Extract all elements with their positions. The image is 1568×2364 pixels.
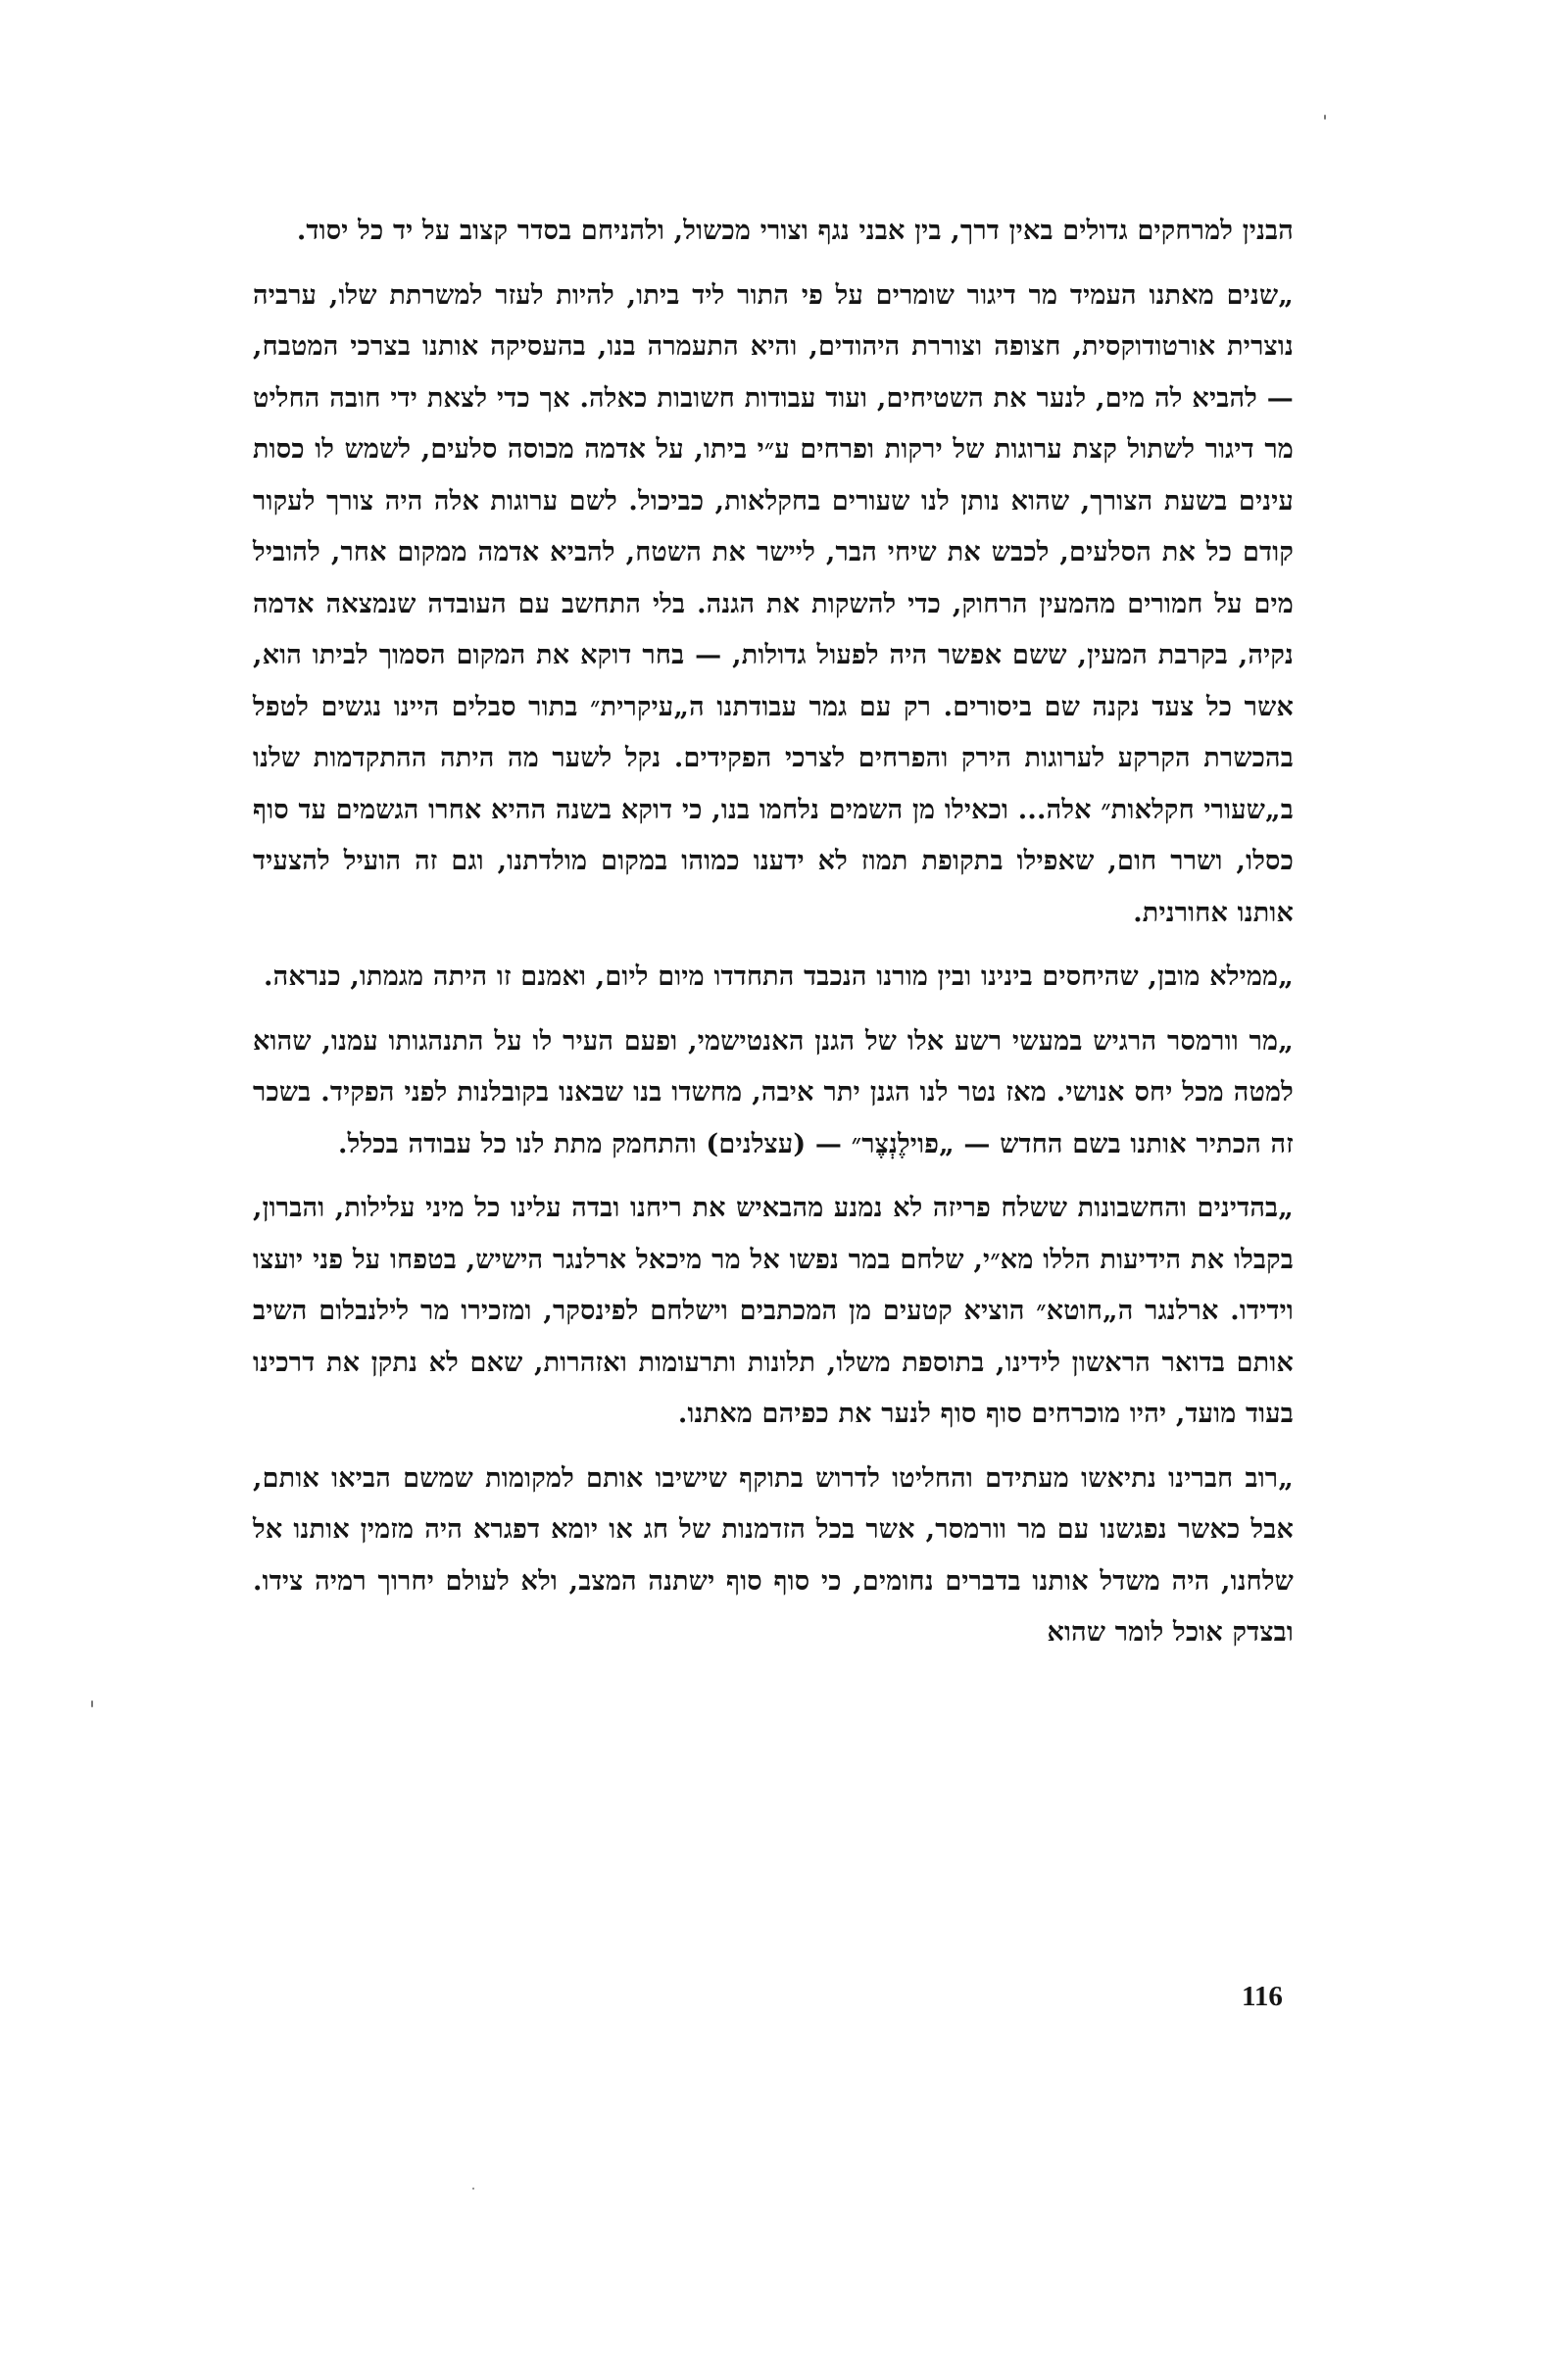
paragraph: הבנין למרחקים גדולים באין דרך, בין אבני נגף וצורי מכשול, ולהניחם בסדר קצוב על יד כל יסוד. [296,216,1294,246]
paragraph: „רוב חברינו נתיאשו מעתידם והחליטו לדרוש בתוקף שישיבו אותם למקומות שמשם הביאו אותם, אבל כאשר נפגשנו עם מר וורמסר, אשר בכל הזדמנות של חג או יומא דפגרא היה מזמין אותנו אל שלחנו, היה משדל אותנו בדברים נחומים, כי סוף סוף ישתנה המצב, ולא לעולם יחרוך רמיה צידו. ובצדק אוכל לומר שהוא [253,1462,1294,1648]
scan-speck [472,2188,474,2190]
scan-speck [91,1700,93,1707]
page-number: 116 [1242,1981,1283,2012]
paragraph: „שנים מאתנו העמיד מר דיגור שומרים על פי התור ליד ביתו, להיות לעזר למשרתת שלו, ערביה נוצרית אורטודוקסית, חצופה וצוררת היהודים, והיא התעמרה בנו, בהעסיקה אותנו בצרכי המטבח, — להביא לה מים, לנער את השטיחים, ועוד עבודות חשובות כאלה. אך כדי לצאת ידי חובה החליט מר דיגור לשתול קצת ערוגות של ירקות ופרחים ע״י ביתו, על אדמה מכוסה סלעים, לשמש לו כסות עינים בשעת הצורך, שהוא נותן לנו שעורים בחקלאות, כביכול. לשם ערוגות אלה היה צורך לעקור קודם כל את הסלעים, לכבש את שיחי הבר, ליישר את השטח, להביא אדמה ממקום אחר, להוביל מים על חמורים מהמעין הרחוק, כדי להשקות את הגנה. בלי התחשב עם העובדה שנמצאה אדמה נקיה, בקרבת המעין, ששם אפשר היה לפעול גדולות, — בחר דוקא את המקום הסמוך לביתו הוא, אשר כל צעד נקנה שם ביסורים. רק עם גמר עבודתנו ה„עיקרית״ בתור סבלים היינו נגשים לטפל בהכשרת הקרקע לערוגות הירק והפרחים לצרכי הפקידים. נקל לשער מה היתה ההתקדמות שלנו ב„שעורי חקלאות״ אלה... וכאילו מן השמים נלחמו בנו, כי דוקא בשנה ההיא אחרו הגשמים עד סוף כסלו, ושרר חום, שאפילו בתקופת תמוז לא ידענו כמוהו במקום מולדתנו, וגם זה הועיל להצעיד אותנו אחורנית. [253,279,1294,928]
paragraph: „מר וורמסר הרגיש במעשי רשע אלו של הגנן האנטישמי, ופעם העיר לו על התנהגותו עמנו, שהוא למטה מכל יחס אנושי. מאז נטר לנו הגנן יתר איבה, מחשדו בנו שבאנו בקובלנות לפני הפקיד. בשכר זה הכתיר אותנו בשם החדש — „פוילֶנְצֶר״ — (עצלנים) והתחמק מתת לנו כל עבודה בכלל. [253,1025,1294,1159]
paragraph: „בהדינים והחשבונות ששלח פריזה לא נמנע מהבאיש את ריחנו ובדה עלינו כל מיני עלילות, והברון, בקבלו את הידיעות הללו מא״י, שלחם במר נפשו אל מר מיכאל ארלנגר הישיש, בטפחו על פני יועצו וידידו. ארלנגר ה„חוטא״ הוציא קטעים מן המכתבים וישלחם לפינסקר, ומזכירו מר לילנבלום השיב אותם בדואר הראשון לידינו, בתוספת משלו, תלונות ותרעומות ואזהרות, שאם לא נתקן את דרכינו בעוד מועד, יהיו מוכרחים סוף סוף לנער את כפיהם מאתנו. [253,1193,1294,1429]
body-text [253,206,1294,1672]
scan-speck [1324,115,1326,120]
paragraph: „ממילא מובן, שהיחסים בינינו ובין מורנו הנכבד התחדדו מיום ליום, ואמנם זו היתה מגמתו, כנראה. [264,961,1294,992]
